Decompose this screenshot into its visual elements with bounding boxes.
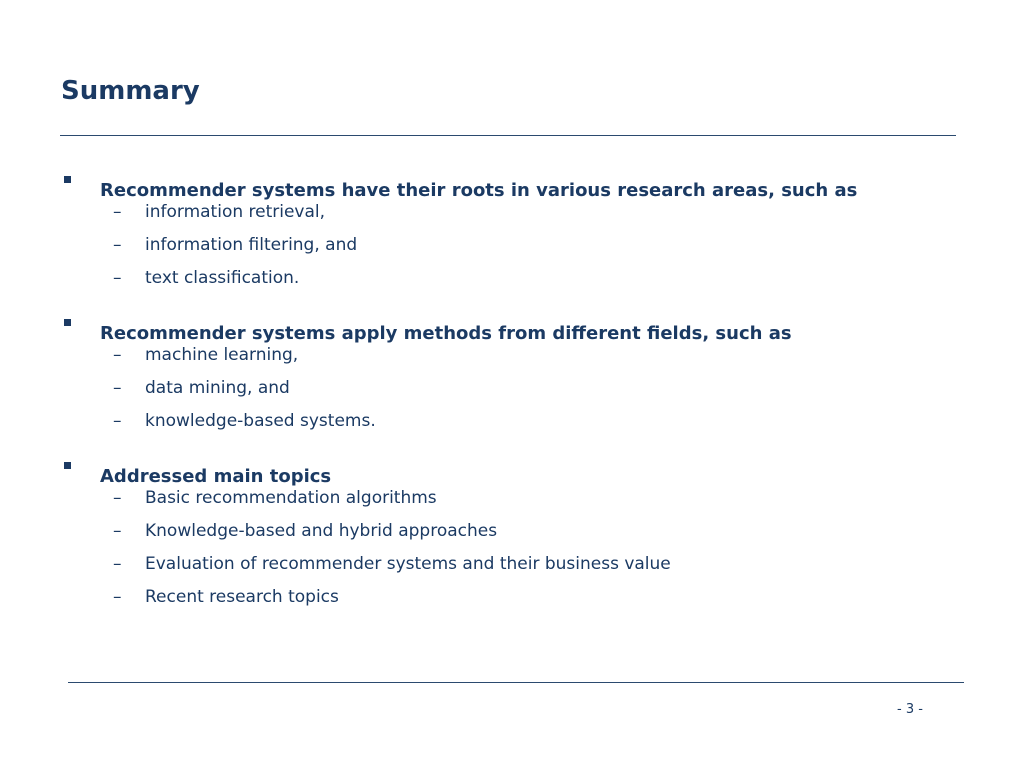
sub-item-text: Knowledge-based and hybrid approaches xyxy=(145,521,498,541)
dash-bullet: – xyxy=(113,554,122,574)
sub-list xyxy=(60,339,960,438)
sub-list xyxy=(60,482,960,614)
dash-bullet: – xyxy=(113,202,122,222)
sub-item-text: text classification. xyxy=(145,268,300,288)
sub-item-text: Recent research topics xyxy=(145,587,339,607)
dash-bullet: – xyxy=(113,521,122,541)
page-number: - 3 - xyxy=(897,702,923,717)
dash-bullet: – xyxy=(113,411,122,431)
title-divider xyxy=(60,135,956,136)
bullet-text: Addressed main topics xyxy=(100,466,332,487)
sub-item-text: knowledge-based systems. xyxy=(145,411,376,431)
sub-item xyxy=(60,405,960,438)
bullet-item xyxy=(60,450,960,614)
dash-bullet: – xyxy=(113,378,122,398)
sub-item-text: information filtering, and xyxy=(145,235,358,255)
sub-item xyxy=(60,229,960,262)
square-bullet-icon xyxy=(60,164,100,196)
sub-item-text: data mining, and xyxy=(145,378,290,398)
square-bullet-icon xyxy=(60,450,100,482)
sub-item xyxy=(60,262,960,295)
dash-bullet: – xyxy=(113,488,122,508)
sub-item xyxy=(60,548,960,581)
sub-item-text: Basic recommendation algorithms xyxy=(145,488,437,508)
sub-item xyxy=(60,581,960,614)
bullet-item xyxy=(60,307,960,438)
sub-item xyxy=(60,515,960,548)
footer-divider xyxy=(68,682,964,683)
slide-title: Summary xyxy=(61,76,200,106)
dash-bullet: – xyxy=(113,268,122,288)
sub-item xyxy=(60,372,960,405)
sub-item xyxy=(60,482,960,515)
slide-content xyxy=(60,164,960,624)
sub-item-text: Evaluation of recommender systems and their business value xyxy=(145,554,671,574)
bullet-text: Recommender systems have their roots in various research areas, such as xyxy=(100,180,858,201)
dash-bullet: – xyxy=(113,345,122,365)
sub-item-text: machine learning, xyxy=(145,345,299,365)
bullet-text: Recommender systems apply methods from different fields, such as xyxy=(100,323,792,344)
square-bullet-icon xyxy=(60,307,100,339)
sub-item-text: information retrieval, xyxy=(145,202,326,222)
bullet-item xyxy=(60,164,960,295)
dash-bullet: – xyxy=(113,235,122,255)
sub-list xyxy=(60,196,960,295)
dash-bullet: – xyxy=(113,587,122,607)
